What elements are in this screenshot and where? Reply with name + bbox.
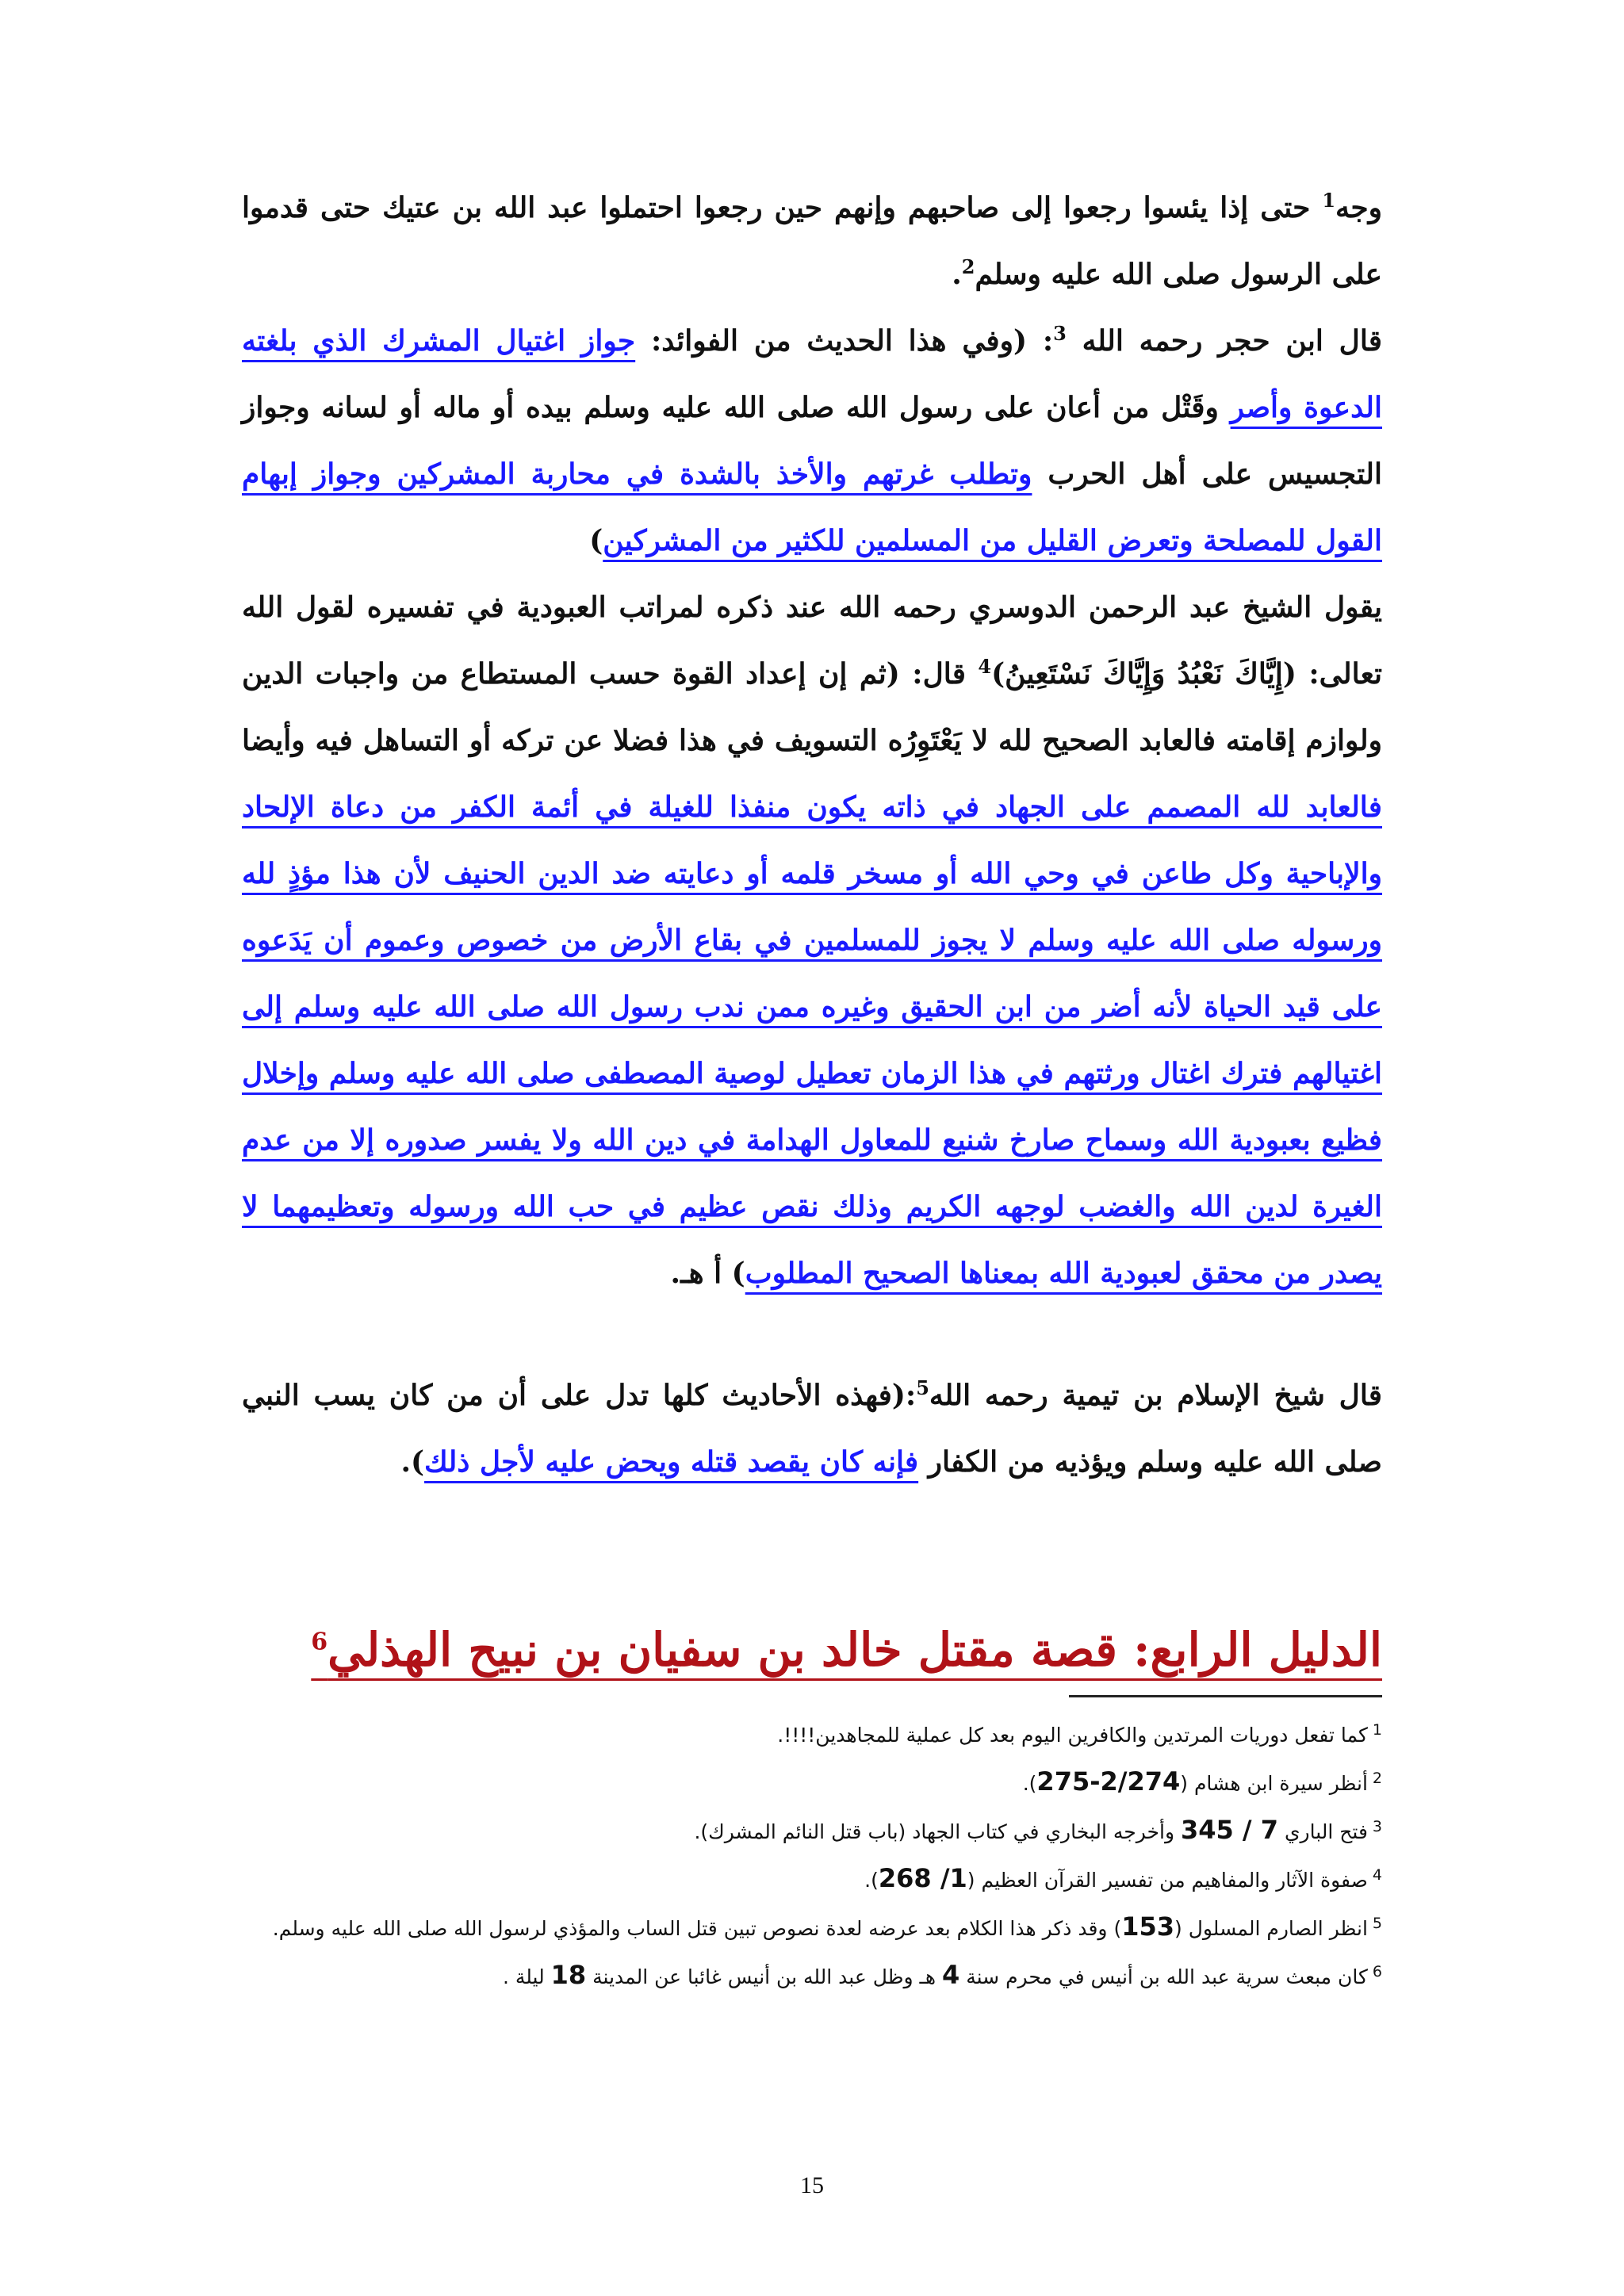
footnote-ref[interactable]: 3 <box>1053 322 1067 345</box>
text-run: ). <box>400 1445 425 1479</box>
footnote-ref[interactable]: 1 <box>1322 189 1336 212</box>
footnote-text: كان مبعث سرية عبد الله بن أنيس في محرم سنة <box>959 1965 1368 1988</box>
footnote-text: هـ وظل عبد الله بن أنيس غائبا عن المدينة <box>586 1965 943 1988</box>
footnote-citation: 18 <box>550 1960 587 1990</box>
footnote-text: أنظر سيرة ابن هشام ( <box>1180 1772 1368 1795</box>
highlighted-text: وتطلب غرتهم والأخذ بالشدة في محاربة المشركين وجواز إبهام القول للمصلحة وتعرض القليل من المسلمين للكثير من المشركين <box>242 457 1382 557</box>
text-run: حتى إذا يئسوا رجعوا إلى صاحبهم وإنهم حين رجعوا احتملوا عبد الله بن عتيك حتى قدموا على الرسول صلى الله عليه وسلم <box>242 191 1382 291</box>
text-run: وجه <box>1335 191 1382 224</box>
text-run: وقَتْل من أعان على رسول الله صلى الله عليه وسلم بيده أو ماله أو لسانه وجواز التجسيس على أهل الحرب <box>242 391 1382 491</box>
footnote-ref[interactable]: 5 <box>916 1376 929 1399</box>
footnote-citation: 2/274-275 <box>1036 1766 1181 1797</box>
footnote-ref[interactable]: 6 <box>311 1628 328 1656</box>
footnote-number: 4 <box>1372 1866 1382 1884</box>
heading-text: الدليل الرابع: قصة مقتل خالد بن سفيان بن نبيح الهذلي <box>327 1623 1382 1677</box>
footnote-separator <box>1069 1695 1382 1697</box>
paragraph-gap <box>242 1307 1382 1362</box>
footnote-text: ). <box>864 1869 879 1892</box>
footnote-number: 5 <box>1372 1914 1382 1932</box>
footnote-text: وأخرجه البخاري في كتاب الجهاد (باب قتل النائم المشرك). <box>694 1820 1181 1843</box>
paragraph-2 <box>242 308 1382 574</box>
paragraph-1 <box>242 174 1382 308</box>
footnote-text: ) وقد ذكر هذا الكلام بعد عرضه لعدة نصوص تبين قتل الساب والمؤذي لرسول الله صلى الله عليه وسلم. <box>272 1917 1122 1940</box>
footnote-6 <box>242 1952 1382 2000</box>
paragraph-3 <box>242 574 1382 1307</box>
footnote-citation: 153 <box>1121 1911 1175 1942</box>
footnote-text: فتح الباري <box>1278 1820 1368 1843</box>
text-run: قال ابن حجر رحمه الله <box>1066 324 1383 358</box>
highlighted-text: جواز اغتيال المشرك الذي بلغته الدعوة وأصر <box>242 324 1382 424</box>
footnote-citation: 4 <box>942 1960 960 1990</box>
text-run: . <box>952 258 962 291</box>
footnote-ref[interactable]: 4 <box>978 655 992 678</box>
footnote-text: صفوة الآثار والمفاهيم من تفسير القرآن العظيم ( <box>967 1869 1368 1892</box>
text-run: : (وفي هذا الحديث من الفوائد: <box>635 324 1054 358</box>
footnote-text: ليلة . <box>502 1965 551 1988</box>
footnote-2 <box>242 1758 1382 1807</box>
footnote-citation: 7 / 345 <box>1180 1815 1279 1845</box>
footnote-3 <box>242 1807 1382 1855</box>
footnote-citation: 1/ 268 <box>878 1863 967 1893</box>
main-text <box>242 174 1382 1686</box>
footnote-1 <box>242 1712 1382 1758</box>
highlighted-text: فإنه كان يقصد قتله ويحض عليه لأجل ذلك <box>424 1445 919 1479</box>
section-heading <box>242 1614 1382 1686</box>
footnote-ref[interactable]: 2 <box>961 255 975 278</box>
footnote-text: ). <box>1022 1772 1037 1795</box>
highlighted-text: فالعابد لله المصمم على الجهاد في ذاته يكون منفذا للغيلة في أئمة الكفر من دعاة الإلحاد والإباحية وكل طاعن في وحي الله أو مسخر قلمه أو دعايته ضد الدين الحنيف لأن هذا مؤذٍ لله ورسوله صلى الله عليه وسلم لا يجوز للمسلمين في بقاع الأرض من خصوص وعموم أن يَدَعوه على قيد الحياة لأنه أضر من ابن الحقيق وغيره ممن ندب رسول الله صلى الله عليه وسلم إلى اغتيالهم فترك اغتال ورثتهم في هذا الزمان تعطيل لوصية المصطفى صلى الله عليه وسلم وإخلال فظيع بعبودية الله وسماح صارخ شنيع للمعاول الهدامة في دين الله ولا يفسر صدوره إلا من عدم الغيرة لدين الله والغضب لوجهه الكريم وذلك نقص عظيم في حب الله ورسوله وتعظيمهما لا يصدر من محقق لعبودية الله بمعناها الصحيح المطلوب <box>242 790 1382 1290</box>
text-run: قال: (ثم إن إعداد القوة حسب المستطاع من واجبات الدين ولوازم إقامته فالعابد الصحيح لله لا يَعْتَوِرُه التسويف في هذا فضلا عن تركه أو التساهل فيه وأيضا <box>242 657 1382 757</box>
paragraph-4 <box>242 1362 1382 1495</box>
text-run: :(فهذه الأحاديث كلها تدل على أن من كان يسب النبي صلى الله عليه وسلم ويؤذيه من الكفار <box>242 1379 1382 1479</box>
footnote-5 <box>242 1904 1382 1952</box>
text-run: ) أ هـ. <box>670 1257 745 1290</box>
footnote-number: 3 <box>1372 1817 1382 1835</box>
footnote-number: 2 <box>1372 1769 1382 1787</box>
footnotes <box>242 1712 1382 2000</box>
footnote-number: 1 <box>1372 1720 1382 1739</box>
text-run: يقول الشيخ عبد الرحمن الدوسري رحمه الله عند ذكره لمراتب العبودية في تفسيره لقول الله تعالى: (إِيَّاكَ نَعْبُدُ وَإِيَّاكَ نَسْتَعِينُ) <box>242 591 1383 691</box>
text-run: قال شيخ الإسلام بن تيمية رحمه الله <box>929 1379 1382 1412</box>
footnote-text: كما تفعل دوريات المرتدين والكافرين اليوم بعد كل عملية للمجاهدين!!!!. <box>777 1724 1368 1747</box>
page-number: 15 <box>800 2172 824 2198</box>
footnote-4 <box>242 1855 1382 1904</box>
footnote-number: 6 <box>1372 1962 1382 1980</box>
text-run: ) <box>589 524 603 557</box>
footnote-text: انظر الصارم المسلول ( <box>1174 1917 1368 1940</box>
